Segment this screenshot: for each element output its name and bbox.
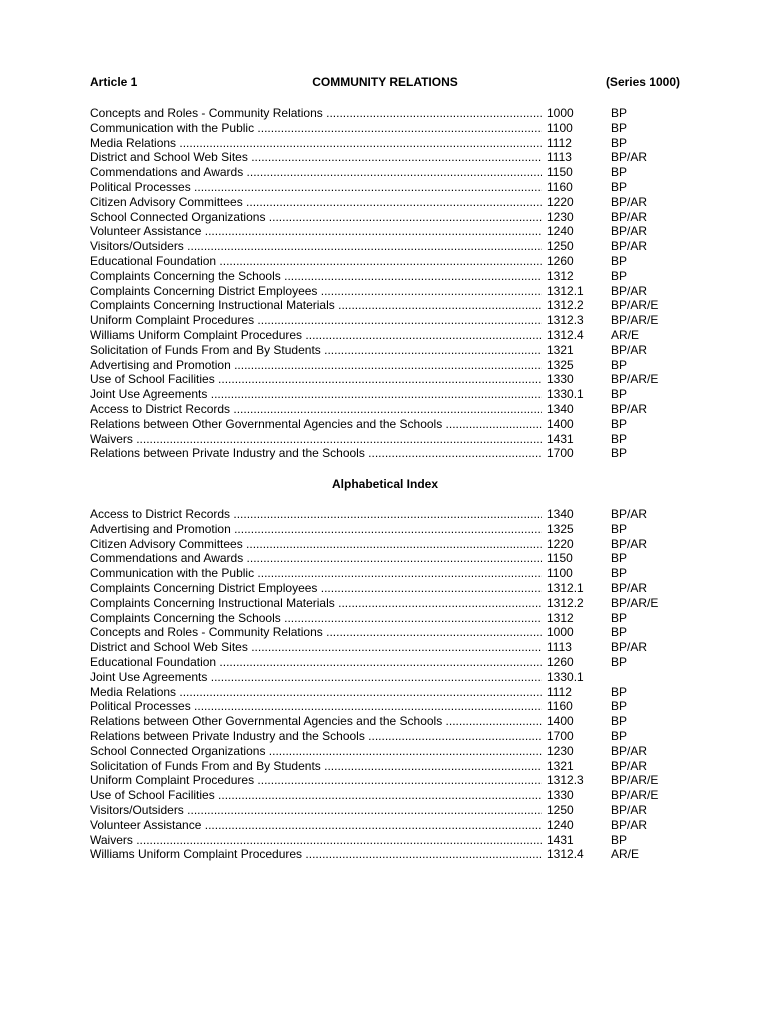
entry-type: BP/AR/E — [611, 313, 659, 328]
entry-title: Concepts and Roles - Community Relations ..... — [90, 106, 542, 121]
entry-code: 1312.2 — [547, 595, 584, 610]
entry-title: Volunteer Assistance ..... — [90, 818, 542, 833]
entry-title: Access to District Records ..... — [90, 402, 542, 417]
entry-title: Media Relations ..... — [90, 685, 542, 700]
index-row — [90, 402, 680, 417]
index-row — [90, 254, 680, 269]
entry-title: Volunteer Assistance ..... — [90, 224, 542, 239]
index-row — [90, 581, 680, 596]
entry-code: 1160 — [547, 699, 573, 714]
entry-title: Williams Uniform Complaint Procedures ..... — [90, 847, 542, 862]
entry-title: Complaints Concerning Instructional Materials ..... — [90, 298, 542, 313]
entry-title: District and School Web Sites ..... — [90, 640, 542, 655]
entry-code: 1150 — [547, 551, 573, 566]
entry-type: BP/AR — [611, 580, 648, 595]
entry-title: School Connected Organizations ..... — [90, 744, 542, 759]
entry-title: Joint Use Agreements ..... — [90, 670, 542, 685]
entry-type: BP/AR — [611, 743, 648, 758]
index-row — [90, 699, 680, 714]
index-row — [90, 284, 680, 299]
index-row — [90, 714, 680, 729]
entry-title: Use of School Facilities ..... — [90, 788, 542, 803]
article-label: Article 1 — [90, 75, 138, 89]
page-header — [90, 75, 680, 93]
entry-title: Uniform Complaint Procedures ..... — [90, 313, 542, 328]
index-row — [90, 625, 680, 640]
entry-code: 1330.1 — [547, 669, 584, 684]
entry-code: 1400 — [547, 714, 574, 729]
entry-type: BP/AR — [611, 640, 648, 655]
entry-type: BP — [611, 728, 628, 743]
index-row — [90, 432, 680, 447]
entry-code: 1312 — [547, 268, 574, 283]
index-row — [90, 818, 680, 833]
entry-title: Visitors/Outsiders ..... — [90, 239, 542, 254]
entry-code: 1113 — [547, 150, 572, 165]
entry-type: BP — [611, 551, 628, 566]
index-row — [90, 343, 680, 358]
entry-title: Citizen Advisory Committees ..... — [90, 537, 542, 552]
entry-title: Complaints Concerning the Schools ..... — [90, 611, 542, 626]
entry-title: Educational Foundation ..... — [90, 254, 542, 269]
entry-code: 1431 — [547, 431, 574, 446]
entry-title: Educational Foundation ..... — [90, 655, 542, 670]
index-row — [90, 210, 680, 225]
entry-code: 1100 — [547, 566, 573, 581]
policy-list — [90, 106, 680, 461]
entry-code: 1240 — [547, 817, 574, 832]
entry-title: District and School Web Sites ..... — [90, 150, 542, 165]
index-row — [90, 269, 680, 284]
index-row — [90, 372, 680, 387]
index-row — [90, 328, 680, 343]
entry-type: BP — [611, 714, 628, 729]
entry-code: 1250 — [547, 239, 574, 254]
entry-type: BP/AR — [611, 283, 648, 298]
entry-code: 1000 — [547, 106, 574, 120]
entry-code: 1321 — [547, 758, 574, 773]
index-row — [90, 195, 680, 210]
index-row — [90, 551, 680, 566]
entry-code: 1312.1 — [547, 580, 584, 595]
index-row — [90, 522, 680, 537]
entry-title: Uniform Complaint Procedures ..... — [90, 773, 542, 788]
entry-type: BP/AR — [611, 150, 648, 165]
index-row — [90, 744, 680, 759]
entry-type: BP/AR — [611, 342, 648, 357]
entry-title: Visitors/Outsiders ..... — [90, 803, 542, 818]
index-row — [90, 596, 680, 611]
index-row — [90, 150, 680, 165]
index-row — [90, 239, 680, 254]
series-label: (Series 1000) — [605, 75, 680, 89]
entry-type: BP/AR — [611, 802, 648, 817]
entry-code: 1260 — [547, 253, 574, 268]
entry-type: BP — [611, 431, 628, 446]
entry-title: Advertising and Promotion ..... — [90, 358, 542, 373]
index-row — [90, 417, 680, 432]
entry-type: BP — [611, 625, 628, 640]
entry-title: Media Relations ..... — [90, 136, 542, 151]
index-row — [90, 685, 680, 700]
index-row — [90, 759, 680, 774]
index-row — [90, 670, 680, 685]
index-row — [90, 773, 680, 788]
index-row — [90, 655, 680, 670]
index-row — [90, 611, 680, 626]
entry-type: BP — [611, 832, 628, 847]
entry-code: 1160 — [547, 179, 573, 194]
alphabetical-index-title: Alphabetical Index — [331, 477, 439, 491]
entry-type: BP — [611, 387, 628, 402]
entry-type: BP/AR — [611, 817, 648, 832]
entry-code: 1112 — [547, 135, 572, 150]
entry-title: Waivers ..... — [90, 833, 542, 848]
entry-code: 1220 — [547, 536, 574, 551]
entry-type: BP/AR — [611, 401, 648, 416]
entry-code: 1220 — [547, 194, 574, 209]
entry-type: BP — [611, 566, 628, 581]
index-row — [90, 537, 680, 552]
index-row — [90, 803, 680, 818]
entry-code: 1330 — [547, 788, 574, 803]
entry-type: BP — [611, 654, 628, 669]
entry-type: BP/AR/E — [611, 773, 659, 788]
index-row — [90, 121, 680, 136]
entry-code: 1230 — [547, 209, 574, 224]
entry-title: Commendations and Awards ..... — [90, 551, 542, 566]
entry-type: BP — [611, 521, 628, 536]
entry-title: Communication with the Public ..... — [90, 566, 542, 581]
entry-title: Solicitation of Funds From and By Students ..... — [90, 759, 542, 774]
entry-code: 1100 — [547, 120, 573, 135]
entry-code: 1340 — [547, 401, 574, 416]
entry-code: 1312.2 — [547, 298, 584, 313]
entry-type: BP/AR/E — [611, 372, 659, 387]
entry-type: BP — [611, 165, 628, 180]
index-row — [90, 507, 680, 522]
entry-title: Citizen Advisory Committees ..... — [90, 195, 542, 210]
entry-code: 1250 — [547, 802, 574, 817]
entry-type: BP/AR/E — [611, 788, 659, 803]
entry-title: Concepts and Roles - Community Relations ..... — [90, 625, 542, 640]
index-row — [90, 165, 680, 180]
entry-type: BP/AR — [611, 758, 648, 773]
index-row — [90, 298, 680, 313]
entry-type: BP/AR — [611, 507, 648, 521]
entry-title: Solicitation of Funds From and By Students ..... — [90, 343, 542, 358]
index-row — [90, 729, 680, 744]
entry-code: 1312.3 — [547, 313, 584, 328]
entry-title: Complaints Concerning District Employees ..... — [90, 284, 542, 299]
entry-type: BP — [611, 253, 628, 268]
entry-type: AR/E — [611, 327, 640, 342]
entry-code: 1325 — [547, 357, 574, 372]
entry-title: Advertising and Promotion ..... — [90, 522, 542, 537]
entry-code: 1312.4 — [547, 847, 584, 862]
entry-type: BP — [611, 416, 628, 431]
entry-type: BP/AR — [611, 239, 648, 254]
entry-type: BP — [611, 684, 628, 699]
index-row — [90, 387, 680, 402]
entry-title: Relations between Other Governmental Agencies and the Schools ..... — [90, 714, 542, 729]
entry-title: Complaints Concerning District Employees ..... — [90, 581, 542, 596]
index-row — [90, 224, 680, 239]
entry-code: 1431 — [547, 832, 574, 847]
entry-type: AR/E — [611, 847, 640, 862]
index-row — [90, 313, 680, 328]
index-row — [90, 833, 680, 848]
entry-title: School Connected Organizations ..... — [90, 210, 542, 225]
index-row — [90, 106, 680, 121]
entry-code: 1230 — [547, 743, 574, 758]
entry-code: 1312 — [547, 610, 574, 625]
entry-type: BP — [611, 135, 628, 150]
entry-type: BP — [611, 268, 628, 283]
entry-title: Access to District Records ..... — [90, 507, 542, 522]
index-row — [90, 358, 680, 373]
entry-code: 1312.4 — [547, 327, 584, 342]
page-title: COMMUNITY RELATIONS — [312, 75, 458, 89]
index-row — [90, 136, 680, 151]
entry-code: 1325 — [547, 521, 574, 536]
entry-title: Relations between Other Governmental Agencies and the Schools ..... — [90, 417, 542, 432]
entry-type: BP — [611, 610, 628, 625]
entry-title: Political Processes ..... — [90, 180, 542, 195]
alphabetical-index-list — [90, 507, 680, 862]
index-row — [90, 180, 680, 195]
entry-type: BP/AR — [611, 224, 648, 239]
entry-title: Joint Use Agreements ..... — [90, 387, 542, 402]
entry-type: BP — [611, 120, 628, 135]
entry-code: 1150 — [547, 165, 573, 180]
entry-code: 1400 — [547, 416, 574, 431]
entry-code: 1112 — [547, 684, 572, 699]
entry-code: 1000 — [547, 625, 574, 640]
entry-title: Waivers ..... — [90, 432, 542, 447]
entry-code: 1312.3 — [547, 773, 584, 788]
entry-code: 1321 — [547, 342, 574, 357]
entry-code: 1700 — [547, 446, 574, 461]
entry-title: Complaints Concerning Instructional Materials ..... — [90, 596, 542, 611]
entry-type: BP — [611, 699, 628, 714]
index-row — [90, 788, 680, 803]
entry-type: BP — [611, 106, 628, 120]
entry-title: Relations between Private Industry and the Schools ..... — [90, 729, 542, 744]
entry-type: BP/AR — [611, 536, 648, 551]
index-row — [90, 566, 680, 581]
entry-type: BP/AR/E — [611, 298, 659, 313]
entry-code: 1340 — [547, 507, 574, 521]
entry-code: 1330.1 — [547, 387, 584, 402]
entry-type: BP/AR — [611, 194, 648, 209]
entry-code: 1260 — [547, 654, 574, 669]
entry-code: 1113 — [547, 640, 572, 655]
entry-code: 1240 — [547, 224, 574, 239]
entry-title: Williams Uniform Complaint Procedures ..... — [90, 328, 542, 343]
entry-code: 1330 — [547, 372, 574, 387]
entry-code: 1312.1 — [547, 283, 584, 298]
entry-type: BP — [611, 446, 628, 461]
index-row — [90, 640, 680, 655]
entry-title: Use of School Facilities ..... — [90, 372, 542, 387]
entry-type: BP — [611, 179, 628, 194]
index-row — [90, 847, 680, 862]
entry-title: Political Processes ..... — [90, 699, 542, 714]
entry-title: Communication with the Public ..... — [90, 121, 542, 136]
entry-title: Commendations and Awards ..... — [90, 165, 542, 180]
entry-code: 1700 — [547, 728, 574, 743]
entry-type: BP/AR — [611, 209, 648, 224]
entry-type: BP/AR/E — [611, 595, 659, 610]
index-row — [90, 446, 680, 461]
entry-type: BP — [611, 357, 628, 372]
entry-title: Complaints Concerning the Schools ..... — [90, 269, 542, 284]
entry-title: Relations between Private Industry and the Schools ..... — [90, 446, 542, 461]
